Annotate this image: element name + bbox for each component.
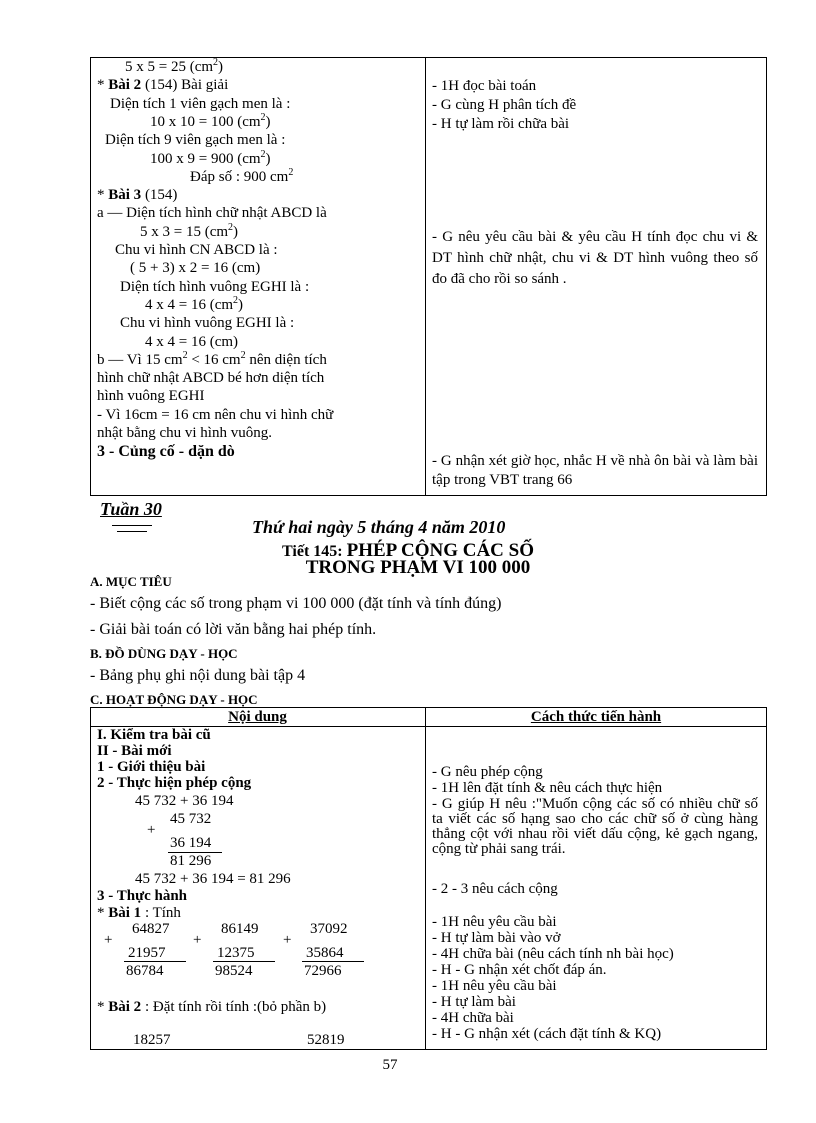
text-segment: Diện tích 1 viên gạch men là : bbox=[110, 95, 291, 112]
text-segment: 100 x 9 = 900 (cm bbox=[150, 150, 261, 167]
solution-line bbox=[97, 188, 177, 203]
text-segment: * bbox=[97, 77, 109, 94]
solution-line bbox=[150, 111, 271, 130]
addend-bottom: 12375 bbox=[217, 945, 255, 961]
content-3: 1 - Giới thiệu bài bbox=[97, 759, 206, 775]
solution-line bbox=[115, 243, 278, 258]
text-segment: Diện tích hình vuông EGHI là : bbox=[120, 278, 310, 295]
addend-top: 86149 bbox=[221, 921, 259, 937]
section-a: A. MỤC TIÊU bbox=[90, 574, 172, 589]
content-ex2 bbox=[97, 1000, 326, 1015]
superscript: 2 bbox=[260, 148, 266, 160]
solution-line bbox=[97, 389, 205, 404]
section-b: B. ĐỒ DÙNG DẠY - HỌC bbox=[90, 646, 238, 661]
header-method: Cách thức tiến hành bbox=[530, 709, 662, 725]
text-segment: 5 x 5 = 25 (cm bbox=[125, 59, 214, 75]
page-number: 57 bbox=[382, 1057, 398, 1073]
method-3: - G giúp H nêu :"Muốn cộng các số có nhiều chữ số ta viết các số hạng sao cho các chữ số ở cùng hàng thẳng cột với nhau rồi viết dấu cộng, kẻ gạch ngang, cộng từ phải sang trái. bbox=[432, 796, 758, 857]
table-top-divider bbox=[425, 57, 426, 495]
addition-rule bbox=[213, 961, 275, 962]
date-line: Thứ hai ngày 5 tháng 4 năm 2010 bbox=[252, 517, 506, 537]
text-segment: 4 x 4 = 16 (cm) bbox=[145, 333, 239, 350]
text-segment: ) bbox=[218, 59, 224, 75]
plus-sign: + bbox=[193, 932, 202, 948]
content-ex1 bbox=[97, 906, 181, 921]
content-addend-1: 45 732 bbox=[170, 811, 212, 827]
addition-rule bbox=[302, 961, 364, 962]
text-segment: - Vì 16cm = 16 cm nên chu vi hình chữ bbox=[97, 406, 334, 423]
method-4: - 2 - 3 nêu cách cộng bbox=[432, 881, 558, 897]
addend-top: 64827 bbox=[132, 921, 170, 937]
plus-sign: + bbox=[283, 932, 292, 948]
text-segment: Bài 3 bbox=[108, 187, 142, 204]
method-8: - H - G nhận xét chốt đáp án. bbox=[432, 962, 607, 978]
text-segment: 4 x 4 = 16 (cm bbox=[145, 296, 234, 313]
text-segment: a — Diện tích hình chữ nhật ABCD là bbox=[97, 205, 327, 222]
lesson-title-line-1: PHÉP CỘNG CÁC SỐ bbox=[346, 540, 534, 561]
addition-result: 72966 bbox=[304, 963, 342, 979]
method-5: - 1H nêu yêu cầu bài bbox=[432, 914, 557, 930]
text-segment: 5 x 3 = 15 (cm bbox=[140, 223, 229, 240]
lesson-title-line-2: TRONG PHẠM VI 100 000 bbox=[305, 557, 531, 578]
superscript: 2 bbox=[288, 166, 294, 178]
text-segment: 3 - Củng cố - dặn dò bbox=[97, 443, 235, 461]
solution-line bbox=[125, 57, 224, 75]
method-10: - H tự làm bài bbox=[432, 994, 516, 1010]
solution-line bbox=[97, 349, 327, 368]
addend-bottom: 35864 bbox=[306, 945, 344, 961]
text-segment: ) bbox=[265, 150, 271, 167]
text-segment: ( 5 + 3) x 2 = 16 (cm) bbox=[130, 260, 261, 277]
superscript: 2 bbox=[240, 349, 246, 361]
solution-line bbox=[120, 316, 294, 331]
addition-result: 86784 bbox=[126, 963, 164, 979]
plus-sign: + bbox=[104, 932, 113, 948]
week-underline-2 bbox=[117, 531, 147, 532]
ex2-number-1: 18257 bbox=[133, 1032, 171, 1048]
lesson-label: Tiết 145: bbox=[282, 543, 343, 560]
superscript: 2 bbox=[228, 221, 234, 233]
step-2: - G cùng H phân tích đề bbox=[432, 97, 577, 113]
method-12: - H - G nhận xét (cách đặt tính & KQ) bbox=[432, 1026, 662, 1042]
solution-line bbox=[110, 97, 290, 112]
method-11: - 4H chữa bài bbox=[432, 1010, 514, 1026]
header-content: Nội dung bbox=[228, 709, 287, 725]
ex2-text: : Đặt tính rồi tính :(bỏ phần b) bbox=[141, 999, 327, 1015]
content-1: I. Kiểm tra bài cũ bbox=[97, 727, 211, 743]
step-1: - 1H đọc bài toán bbox=[432, 78, 537, 94]
text-segment: Bài 2 bbox=[108, 77, 142, 94]
content-expr: 45 732 + 36 194 bbox=[135, 793, 234, 809]
solution-line bbox=[145, 294, 244, 313]
goal-2: - Giải bài toán có lời văn bằng hai phép tính. bbox=[90, 621, 377, 638]
text-segment: 10 x 10 = 100 (cm bbox=[150, 113, 261, 130]
solution-line bbox=[97, 426, 272, 441]
week-label: Tuần 30 bbox=[100, 499, 162, 519]
method-1: - G nêu phép cộng bbox=[432, 764, 543, 780]
method-2: - 1H lên đặt tính & nêu cách thực hiện bbox=[432, 780, 663, 796]
step-5: - G nhận xét giờ học, nhắc H về nhà ôn bài và làm bài tập trong VBT trang 66 bbox=[432, 453, 758, 488]
text-segment: * bbox=[97, 187, 109, 204]
superscript: 2 bbox=[213, 57, 219, 68]
ex1-label: Bài 1 bbox=[108, 905, 142, 921]
text-segment: (154) bbox=[141, 187, 178, 204]
ex2-label: Bài 2 bbox=[108, 999, 142, 1015]
method-6: - H tự làm bài vào vở bbox=[432, 930, 561, 946]
text-segment: Diện tích 9 viên gạch men là : bbox=[105, 132, 286, 149]
step-4: - G nêu yêu cầu bài & yêu cầu H tính đọc chu vi & DT hình chữ nhật, chu vi & DT hình vuông theo số đo đã cho rồi so sánh . bbox=[432, 229, 758, 287]
solution-line bbox=[130, 261, 260, 276]
ex1-bullet: * bbox=[97, 905, 109, 921]
content-4: 2 - Thực hiện phép cộng bbox=[97, 775, 252, 791]
step-3: - H tự làm rồi chữa bài bbox=[432, 116, 570, 132]
superscript: 2 bbox=[260, 111, 266, 123]
text-segment: Đáp số : 900 cm bbox=[190, 168, 289, 185]
text-segment: b — Vì 15 cm bbox=[97, 351, 183, 368]
tools-1: - Bảng phụ ghi nội dung bài tập 4 bbox=[90, 667, 306, 684]
superscript: 2 bbox=[182, 349, 188, 361]
text-segment: ) bbox=[233, 223, 239, 240]
text-segment: nhật bằng chu vi hình vuông. bbox=[97, 425, 272, 441]
text-segment: nên diện tích bbox=[245, 351, 327, 368]
content-sum: 81 296 bbox=[170, 853, 212, 869]
solution-line bbox=[97, 371, 324, 386]
addition-rule bbox=[124, 961, 186, 962]
ex1-text: : Tính bbox=[141, 905, 181, 921]
week-underline-1 bbox=[112, 525, 152, 526]
solution-line bbox=[190, 166, 294, 185]
ex2-number-2: 52819 bbox=[307, 1032, 345, 1048]
solution-line bbox=[97, 78, 228, 93]
superscript: 2 bbox=[233, 294, 239, 306]
solution-line bbox=[150, 148, 271, 167]
solution-line bbox=[97, 206, 327, 221]
text-segment: ) bbox=[265, 113, 271, 130]
solution-line bbox=[140, 221, 239, 240]
solution-line bbox=[120, 280, 309, 295]
solution-line bbox=[97, 408, 333, 423]
text-segment: hình chữ nhật ABCD bé hơn diện tích bbox=[97, 370, 325, 387]
text-segment: Chu vi hình CN ABCD là : bbox=[115, 242, 278, 258]
text-segment: Chu vi hình vuông EGHI là : bbox=[120, 315, 295, 332]
text-segment: (154) Bài giải bbox=[141, 77, 229, 94]
content-2: II - Bài mới bbox=[97, 743, 172, 759]
addend-top: 37092 bbox=[310, 921, 348, 937]
section-c: C. HOẠT ĐỘNG DẠY - HỌC bbox=[90, 692, 258, 707]
content-addend-2: 36 194 bbox=[170, 835, 212, 851]
table-activities-divider bbox=[425, 707, 426, 1049]
solution-line bbox=[105, 133, 285, 148]
method-9: - 1H nêu yêu cầu bài bbox=[432, 978, 557, 994]
content-result: 45 732 + 36 194 = 81 296 bbox=[135, 871, 291, 887]
text-segment: hình vuông EGHI bbox=[97, 388, 205, 405]
content-plus: + bbox=[147, 822, 156, 838]
ex2-bullet: * bbox=[97, 999, 109, 1015]
content-practice: 3 - Thực hành bbox=[97, 888, 188, 904]
solution-line bbox=[97, 444, 235, 459]
text-segment: < 16 cm bbox=[187, 351, 241, 368]
solution-line bbox=[145, 335, 238, 350]
addend-bottom: 21957 bbox=[128, 945, 166, 961]
method-7: - 4H chữa bài (nêu cách tính nh bài học) bbox=[432, 946, 674, 962]
addition-result: 98524 bbox=[215, 963, 253, 979]
text-segment: ) bbox=[238, 296, 244, 313]
goal-1: - Biết cộng các số trong phạm vi 100 000 (đặt tính và tính đúng) bbox=[90, 595, 502, 612]
